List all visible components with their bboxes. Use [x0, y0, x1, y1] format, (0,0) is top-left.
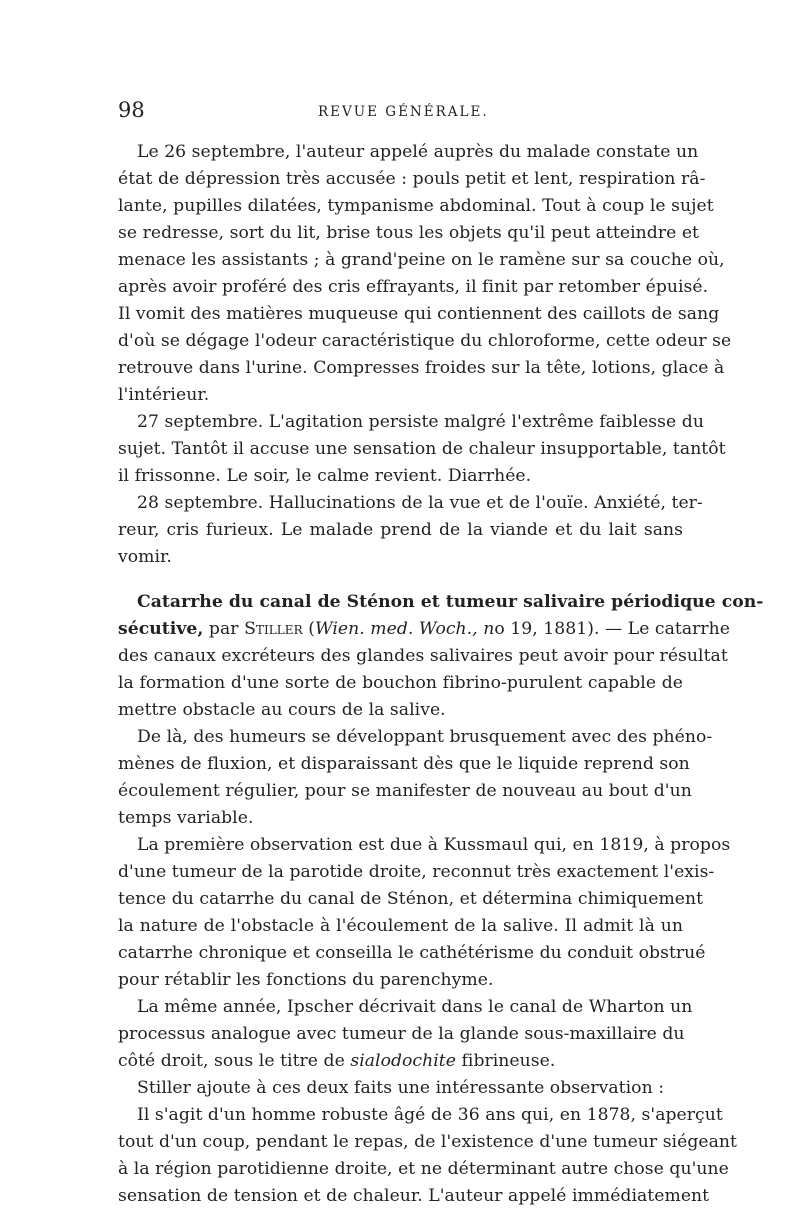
- text-line: l'intérieur.: [118, 385, 210, 405]
- text-line: Le 26 septembre, l'auteur appelé auprès du malade constate un: [137, 142, 699, 162]
- text-line: il frissonne. Le soir, le calme revient. Diarrhée.: [118, 466, 532, 486]
- journal-ref: Wien. med. Woch., n: [314, 619, 495, 639]
- text-line: Il s'agit d'un homme robuste âgé de 36 ans qui, en 1878, s'aperçut: [137, 1105, 723, 1125]
- text-line: menace les assistants ; à grand'peine on le ramène sur sa couche où,: [118, 250, 725, 270]
- author-name: Stiller: [244, 619, 303, 639]
- text-line: état de dépression très accusée : pouls petit et lent, respiration râ-: [118, 169, 706, 189]
- text-line: sujet. Tantôt il accuse une sensation de chaleur insupportable, tantôt: [118, 439, 726, 459]
- text-line: tout d'un coup, pendant le repas, de l'existence d'une tumeur siégeant: [118, 1132, 737, 1152]
- text-line: processus analogue avec tumeur de la glande sous-maxillaire du: [118, 1024, 685, 1044]
- text-line: des canaux excréteurs des glandes salivaires peut avoir pour résultat: [118, 646, 728, 666]
- text-line: [118, 1047, 683, 1075]
- text-line: reur, cris furieux. Le malade prend de la viande et du lait sans: [118, 520, 683, 540]
- term-sialodochite: sialodochite: [350, 1051, 456, 1071]
- text-line: à la région parotidienne droite, et ne déterminant autre chose qu'une: [118, 1159, 729, 1179]
- section-title-end: sécutive,: [118, 619, 204, 639]
- text-line: temps variable.: [118, 808, 254, 828]
- ref-open: (: [308, 619, 315, 639]
- section-title: Catarrhe du canal de Sténon et tumeur salivaire périodique con-: [137, 592, 764, 612]
- text-line: tence du catarrhe du canal de Sténon, et détermina chimiquement: [118, 889, 704, 909]
- text-line: lante, pupilles dilatées, tympanisme abdominal. Tout à coup le sujet: [118, 196, 714, 216]
- running-head: REVUE GÉNÉRALE.: [318, 104, 489, 120]
- text-line: la formation d'une sorte de bouchon fibrino-purulent capable de: [118, 673, 683, 693]
- text-run: côté droit, sous le titre de: [118, 1051, 351, 1071]
- text-line: pour rétablir les fonctions du parenchyme.: [118, 970, 494, 990]
- page-header: [118, 96, 683, 124]
- text-line: mettre obstacle au cours de la salive.: [118, 700, 446, 720]
- ref-rest: o 19, 1881). — Le catarrhe: [494, 619, 731, 639]
- section-title-continuation: [118, 615, 731, 643]
- text-line: se redresse, sort du lit, brise tous les objets qu'il peut atteindre et: [118, 223, 700, 243]
- text-line: De là, des humeurs se développant brusquement avec des phéno-: [137, 727, 713, 747]
- text-line: retrouve dans l'urine. Compresses froides sur la tête, lotions, glace à: [118, 358, 725, 378]
- text-line: vomir.: [118, 547, 172, 567]
- text-line: la nature de l'obstacle à l'écoulement de la salive. Il admit là un: [118, 916, 683, 936]
- text-line: 27 septembre. L'agitation persiste malgré l'extrême faiblesse du: [137, 412, 704, 432]
- text-line: Il vomit des matières muqueuse qui contiennent des caillots de sang: [118, 304, 720, 324]
- by-word: par: [208, 619, 239, 639]
- text-run: fibrineuse.: [455, 1051, 556, 1071]
- text-line: après avoir proféré des cris effrayants, il finit par retomber épuisé.: [118, 277, 709, 297]
- text-line: mènes de fluxion, et disparaissant dès que le liquide reprend son: [118, 754, 690, 774]
- text-line: catarrhe chronique et conseilla le cathétérisme du conduit obstrué: [118, 943, 706, 963]
- text-line: 28 septembre. Hallucinations de la vue et de l'ouïe. Anxiété, ter-: [137, 493, 703, 513]
- text-line: La même année, Ipscher décrivait dans le canal de Wharton un: [137, 997, 693, 1017]
- text-line: d'où se dégage l'odeur caractéristique du chloroforme, cette odeur se: [118, 331, 732, 351]
- text-line: sensation de tension et de chaleur. L'auteur appelé immédiatement: [118, 1186, 710, 1206]
- text-line: La première observation est due à Kussmaul qui, en 1819, à propos: [137, 835, 731, 855]
- text-line: Stiller ajoute à ces deux faits une intéressante observation :: [137, 1078, 665, 1098]
- page-number: 98: [118, 98, 145, 122]
- text-line: d'une tumeur de la parotide droite, reconnut très exactement l'exis-: [118, 862, 715, 882]
- text-line: écoulement régulier, pour se manifester de nouveau au bout d'un: [118, 781, 692, 801]
